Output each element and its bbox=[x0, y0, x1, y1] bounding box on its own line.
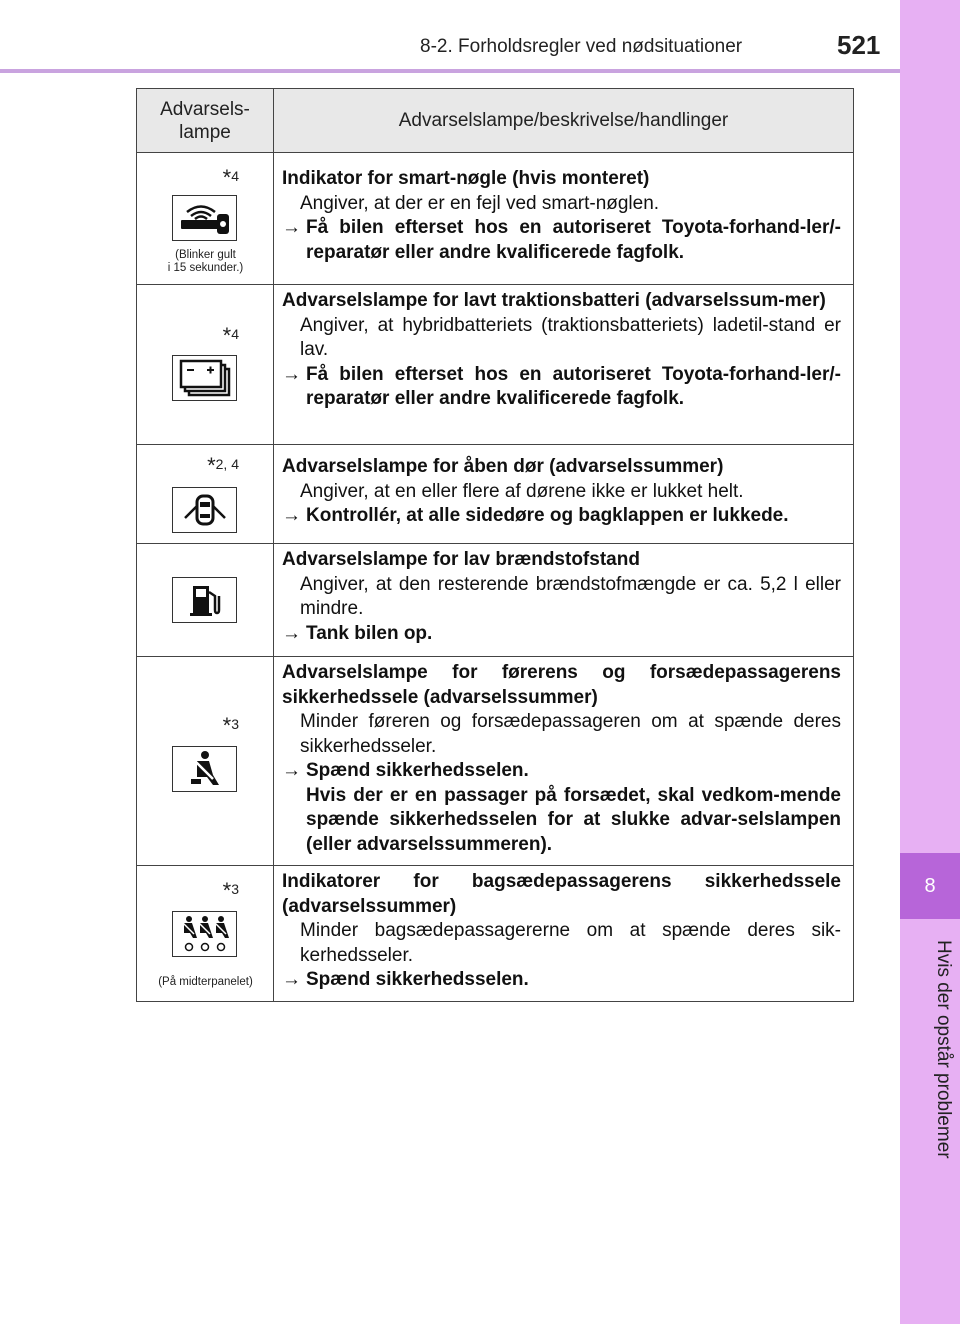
footnote-marker: *2, 4 bbox=[207, 453, 239, 478]
lamp-description: Angiver, at hybridbatteriets (traktionsbatteriets) ladetil-stand er lav. bbox=[300, 314, 841, 360]
table-row bbox=[137, 284, 853, 444]
warning-lamp-table bbox=[136, 88, 854, 1002]
lamp-title: Advarselslampe for lav brændstofstand bbox=[282, 549, 640, 570]
lamp-description: Angiver, at den resterende brændstofmængde er ca. 5,2 l eller mindre. bbox=[300, 573, 841, 619]
footnote-marker: *4 bbox=[222, 323, 239, 348]
lamp-description: Minder føreren og forsædepassageren om at spænde deres sikkerhedsseler. bbox=[300, 711, 841, 757]
lamp-action: → Få bilen efterset hos en autoriseret Toyota-forhand-ler/-reparatør eller andre kvalificerede fagfolk. bbox=[282, 363, 841, 409]
seatbelt-icon bbox=[172, 746, 237, 792]
arrow-icon: → bbox=[282, 217, 301, 238]
col-header-description: Advarselslampe/beskrivelse/handlinger bbox=[398, 110, 729, 131]
open-door-icon bbox=[172, 487, 237, 533]
footnote-marker: *3 bbox=[222, 878, 239, 903]
arrow-icon: → bbox=[282, 760, 301, 781]
lamp-action-note: Hvis der er en passager på forsædet, skal vedkom-mende spænde sikkerhedsselen for at slukke advar-selslampen (eller advarselssummeren). bbox=[306, 784, 841, 855]
table-header-row bbox=[137, 89, 853, 152]
arrow-icon: → bbox=[282, 969, 301, 990]
table-row bbox=[137, 444, 853, 543]
arrow-icon: → bbox=[282, 622, 301, 644]
arrow-icon: → bbox=[282, 505, 301, 526]
section-title: 8-2. Forholdsregler ved nødsituationer bbox=[420, 36, 743, 57]
lamp-title: Advarselslampe for åben dør (advarselssummer) bbox=[282, 456, 724, 477]
lamp-action: → Spænd sikkerhedsselen. bbox=[282, 759, 841, 784]
lamp-title: Indikator for smart-nøgle (hvis monteret) bbox=[282, 168, 650, 189]
lamp-action: → Få bilen efterset hos en autoriseret Toyota-forhand-ler/-reparatør eller andre kvalificerede fagfolk. bbox=[282, 217, 841, 263]
chapter-title: Hvis der opstår problemer bbox=[933, 940, 954, 1159]
lamp-title: Advarselslampe for lavt traktionsbatteri (advarselssum-mer) bbox=[282, 290, 826, 311]
chapter-number-tab: 8 bbox=[900, 853, 960, 919]
header-rule bbox=[0, 69, 900, 73]
lamp-title: Indikatorer for bagsædepassagerens sikkerhedssele (advarselssummer) bbox=[282, 871, 841, 917]
lamp-description: Minder bagsædepassagererne om at spænde deres sik-kerhedsseler. bbox=[300, 920, 841, 966]
lamp-title: Advarselslampe for førerens og forsædepassagerens sikkerhedssele (advarselssummer) bbox=[282, 662, 841, 708]
page-number: 521 bbox=[837, 30, 881, 60]
table-row bbox=[137, 152, 853, 284]
smart-key-icon bbox=[172, 195, 237, 241]
lamp-action: → Kontrollér, at alle sidedøre og bagklappen er lukkede. bbox=[282, 504, 841, 529]
battery-icon bbox=[172, 355, 237, 401]
lamp-action: → Tank bilen op. bbox=[282, 622, 841, 647]
arrow-icon: → bbox=[282, 363, 301, 385]
rear-seatbelt-icon bbox=[172, 911, 237, 957]
lamp-action: → Spænd sikkerhedsselen. bbox=[282, 968, 841, 993]
footnote-marker: *4 bbox=[222, 165, 239, 190]
lamp-description: Angiver, at der er en fejl ved smart-nøglen. bbox=[300, 192, 660, 214]
table-row bbox=[137, 543, 853, 656]
icon-caption: (På midterpanelet) bbox=[158, 976, 253, 988]
fuel-pump-icon bbox=[172, 577, 237, 623]
lamp-description: Angiver, at en eller flere af dørene ikke er lukket helt. bbox=[300, 480, 744, 502]
col-header-lamp: Advarsels- lampe bbox=[137, 89, 274, 152]
table-row bbox=[137, 865, 853, 1001]
icon-caption: (Blinker gult i 15 sekunder.) bbox=[167, 249, 244, 274]
table-row bbox=[137, 656, 853, 865]
footnote-marker: *3 bbox=[222, 713, 239, 738]
